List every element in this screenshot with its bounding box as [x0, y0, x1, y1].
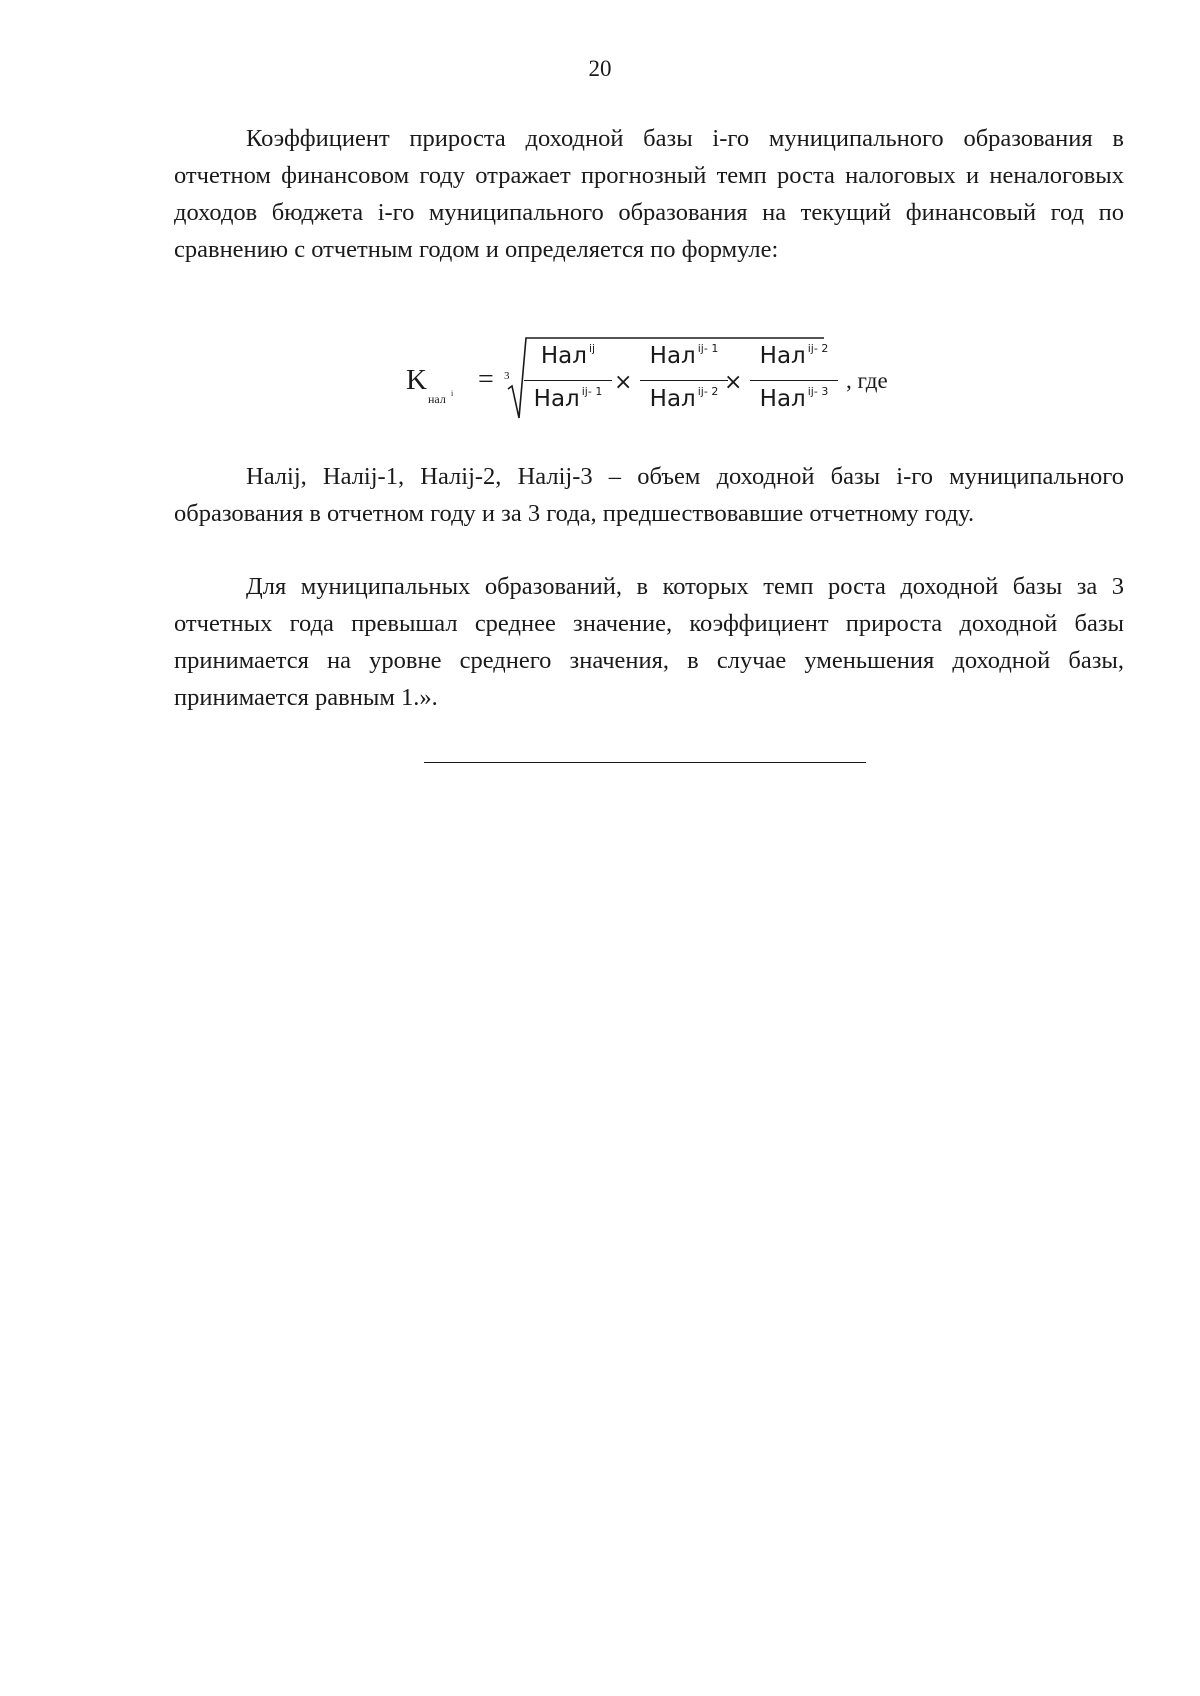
growth-coefficient-formula	[406, 334, 926, 424]
fraction-1-bar	[524, 380, 612, 381]
rule-paragraph: Для муниципальных образований, в которых темп роста доходной базы за 3 отчетных года превышал среднее значение, коэффициент прироста доходной базы принимается на уровне среднего значения, в случае уменьшения доходной базы, принимается равным 1.».	[174, 573, 1124, 711]
intro-paragraph: Коэффициент прироста доходной базы i-го муниципального образования в отчетном финансовом году отражает прогнозный темп роста налоговых и неналоговых доходов бюджета i-го муниципального образования на текущий финансовый год по сравнению с отчетным годом и определяется по формуле:	[174, 125, 1124, 263]
formula-k-subscript-index: i	[451, 389, 454, 398]
multiply-sign-2: ×	[724, 370, 743, 395]
page-number: 20	[588, 56, 612, 81]
formula-k-symbol: K	[406, 364, 427, 396]
multiply-sign-1: ×	[614, 370, 633, 395]
formula-equals-sign: =	[478, 364, 494, 395]
formula-k-subscript: нал	[428, 392, 446, 406]
fraction-2	[638, 342, 730, 422]
fraction-1-numerator: Нал $^{ij}$	[540, 342, 596, 369]
fraction-1-denominator: Нал $^{ij- 1}$	[533, 385, 603, 412]
fraction-2-bar	[640, 380, 728, 381]
formula-where-label: , где	[846, 368, 888, 393]
fraction-3	[748, 342, 840, 422]
fraction-2-numerator: Нал $^{ij- 1}$	[649, 342, 719, 369]
fraction-3-bar	[750, 380, 838, 381]
definition-paragraph: Налij, Налij-1, Налij-2, Налij-3 – объем доходной базы i-го муниципального образования в отчетном году и за 3 года, предшествовавшие отчетному году.	[174, 463, 1124, 527]
fraction-3-numerator: Нал $^{ij- 2}$	[759, 342, 829, 369]
fraction-3-denominator: Нал $^{ij- 3}$	[759, 385, 829, 412]
fraction-2-denominator: Нал $^{ij- 2}$	[649, 385, 719, 412]
fraction-1	[522, 342, 614, 422]
document-end-line	[424, 762, 866, 763]
formula-root-index: 3	[504, 370, 510, 382]
